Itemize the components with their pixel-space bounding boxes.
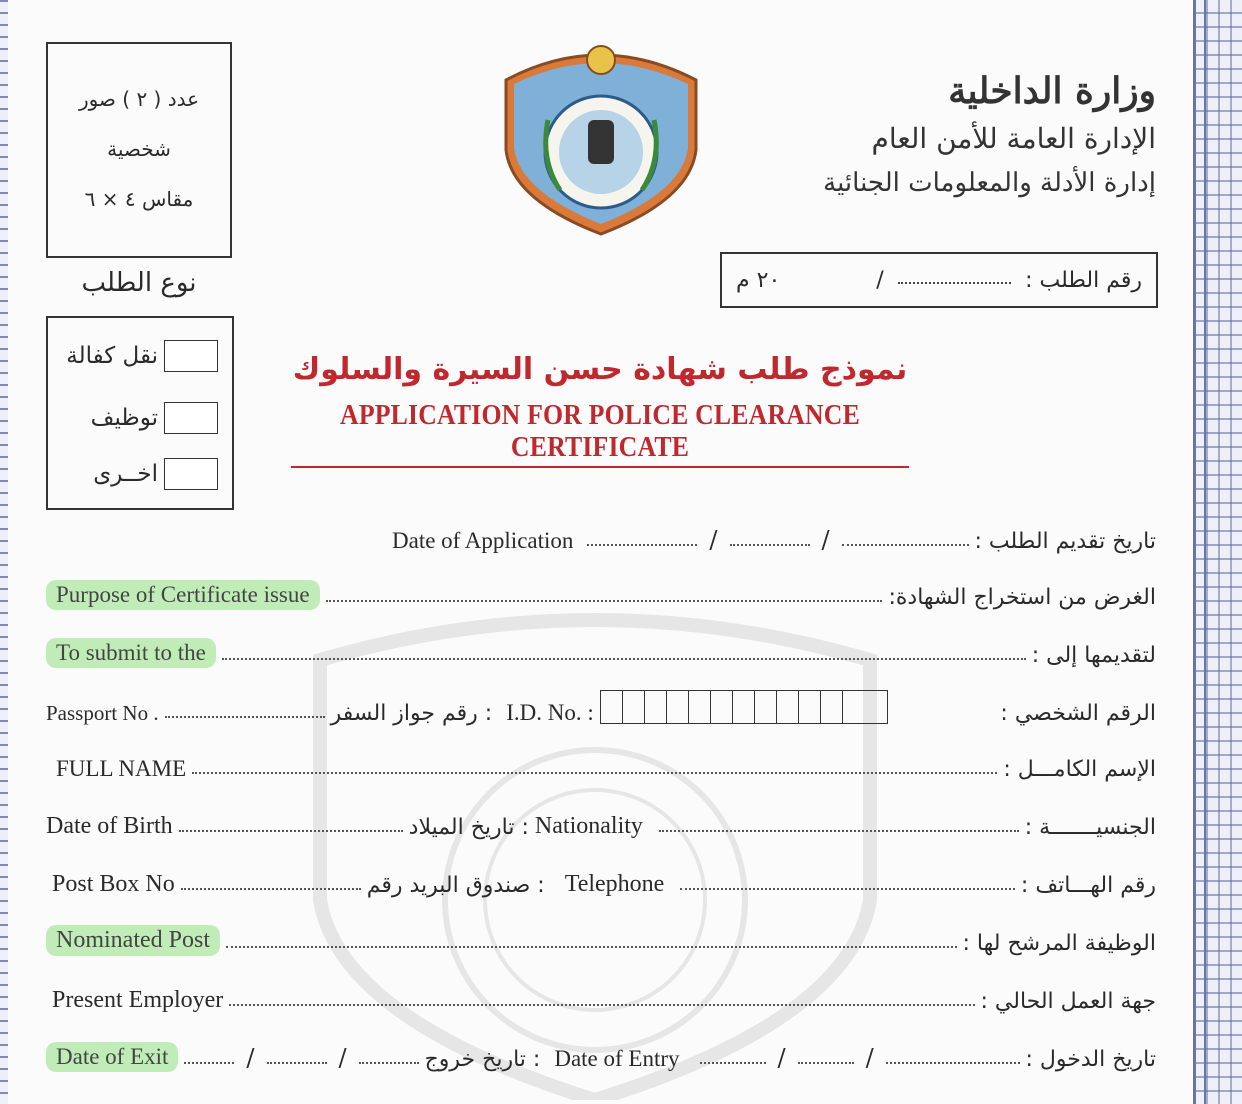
present-employer-field[interactable]	[229, 1003, 974, 1006]
exit-year-field[interactable]	[184, 1061, 234, 1064]
date-of-application-label-ar: تاريخ تقديم الطلب :	[974, 529, 1156, 554]
nominated-post-field[interactable]	[226, 945, 957, 948]
id-label-ar: الرقم الشخصي :	[1000, 701, 1156, 726]
option-transfer[interactable]	[66, 336, 218, 376]
telephone-field[interactable]	[680, 887, 1015, 890]
passport-label-en: Passport No .	[46, 701, 159, 725]
photo-type-text: شخصية	[107, 137, 171, 161]
application-day-field[interactable]	[842, 543, 969, 546]
request-number-box[interactable]	[720, 252, 1158, 308]
checkbox-transfer[interactable]	[164, 340, 218, 372]
option-employment-label: توظيف	[90, 405, 158, 431]
nationality-label-en: Nationality	[534, 813, 643, 839]
left-border-pattern	[0, 0, 8, 1104]
dob-label-en: Date of Birth	[46, 813, 173, 839]
option-transfer-label: نقل كفالة	[66, 343, 158, 369]
exit-label-en: Date of Exit	[46, 1042, 178, 1072]
watermark-seal-icon	[290, 600, 900, 1100]
option-employment[interactable]	[91, 398, 218, 438]
passport-label-ar: : رقم جواز السفر	[330, 701, 493, 726]
row-passport-id	[46, 686, 1156, 726]
photo-size-text: مقاس ٤ × ٦	[84, 187, 194, 211]
request-number-field[interactable]	[898, 268, 1011, 284]
checkbox-employment[interactable]	[164, 402, 218, 434]
row-submit-to	[46, 628, 1156, 668]
pobox-label-en: Post Box No	[52, 871, 175, 897]
nominated-post-label-en: Nominated Post	[46, 925, 220, 956]
entry-day-field[interactable]	[886, 1061, 1020, 1064]
id-number-grid[interactable]	[600, 690, 888, 724]
row-dob-nationality	[46, 800, 1156, 840]
purpose-label-ar: الغرض من استخراج الشهادة:	[888, 585, 1156, 610]
request-type-box	[46, 316, 234, 510]
photo-count-text: عدد ( ٢ ) صور	[78, 87, 200, 111]
exit-month-field[interactable]	[267, 1061, 327, 1064]
pobox-field[interactable]	[181, 887, 361, 890]
checkbox-other[interactable]	[164, 458, 218, 490]
nationality-field[interactable]	[659, 829, 1019, 832]
request-type-title: نوع الطلب	[81, 268, 197, 298]
row-entry-exit: Date of Exit / / : تاريخ خروج Date of Entry / / تاريخ الدخول :	[46, 1032, 1156, 1072]
right-border-pattern	[1193, 0, 1242, 1104]
passport-number-field[interactable]	[165, 715, 325, 718]
application-month-field[interactable]	[730, 543, 810, 546]
purpose-field[interactable]	[326, 599, 883, 602]
dob-field[interactable]	[179, 829, 403, 832]
evidence-department: إدارة الأدلة والمعلومات الجنائية	[823, 168, 1156, 198]
nationality-label-ar: الجنسيـــــــة :	[1024, 815, 1156, 840]
request-number-label: رقم الطلب :	[1025, 267, 1142, 293]
pobox-label-ar: : صندوق البريد رقم	[366, 873, 545, 898]
date-of-application-label-en: Date of Application	[392, 528, 574, 553]
dob-label-ar: : تاريخ الميلاد	[408, 815, 529, 840]
telephone-label-ar: رقم الهـــاتف :	[1020, 873, 1156, 898]
request-year-suffix: ٢٠ م	[736, 267, 781, 293]
full-name-label-en: FULL NAME	[56, 756, 187, 781]
request-number-slash: /	[876, 267, 884, 293]
full-name-label-ar: الإسم الكامـــل :	[1003, 757, 1156, 782]
exit-label-ar: : تاريخ خروج	[424, 1047, 541, 1072]
form-title-arabic: نموذج طلب شهادة حسن السيرة والسلوك	[292, 352, 908, 387]
submit-to-label-en: To submit to the	[46, 638, 216, 668]
row-date-of-application: Date of Application / / تاريخ تقديم الطلب :	[392, 526, 1156, 554]
row-present-employer	[46, 974, 1156, 1014]
exit-day-field[interactable]	[359, 1061, 419, 1064]
telephone-label-en: Telephone	[564, 871, 665, 897]
entry-label-ar: تاريخ الدخول :	[1025, 1047, 1156, 1072]
nominated-post-label-ar: الوظيفة المرشح لها :	[962, 931, 1156, 956]
row-full-name	[46, 742, 1156, 782]
submit-to-label-ar: لتقديمها إلى :	[1031, 643, 1156, 668]
entry-month-field[interactable]	[798, 1061, 854, 1064]
general-directorate: الإدارة العامة للأمن العام	[871, 122, 1156, 155]
full-name-field[interactable]	[192, 771, 997, 774]
entry-year-field[interactable]	[700, 1061, 766, 1064]
form-title-english: APPLICATION FOR POLICE CLEARANCE CERTIFICATE	[291, 400, 909, 468]
submit-to-field[interactable]	[222, 657, 1026, 660]
row-purpose	[46, 570, 1156, 610]
ministry-name: وزارة الداخلية	[948, 70, 1156, 112]
option-other-label: اخــرى	[93, 461, 158, 487]
photo-requirements-box	[46, 42, 232, 258]
ministry-emblem-icon	[500, 40, 702, 236]
row-pobox-telephone	[46, 858, 1156, 898]
option-other[interactable]	[93, 454, 218, 494]
present-employer-label-ar: جهة العمل الحالي :	[980, 989, 1156, 1014]
present-employer-label-en: Present Employer	[52, 987, 224, 1013]
row-nominated-post	[46, 916, 1156, 956]
application-year-field[interactable]	[587, 543, 697, 546]
entry-label-en: Date of Entry	[554, 1046, 680, 1071]
id-label-en: I.D. No. :	[506, 700, 594, 725]
purpose-label-en: Purpose of Certificate issue	[46, 580, 320, 610]
